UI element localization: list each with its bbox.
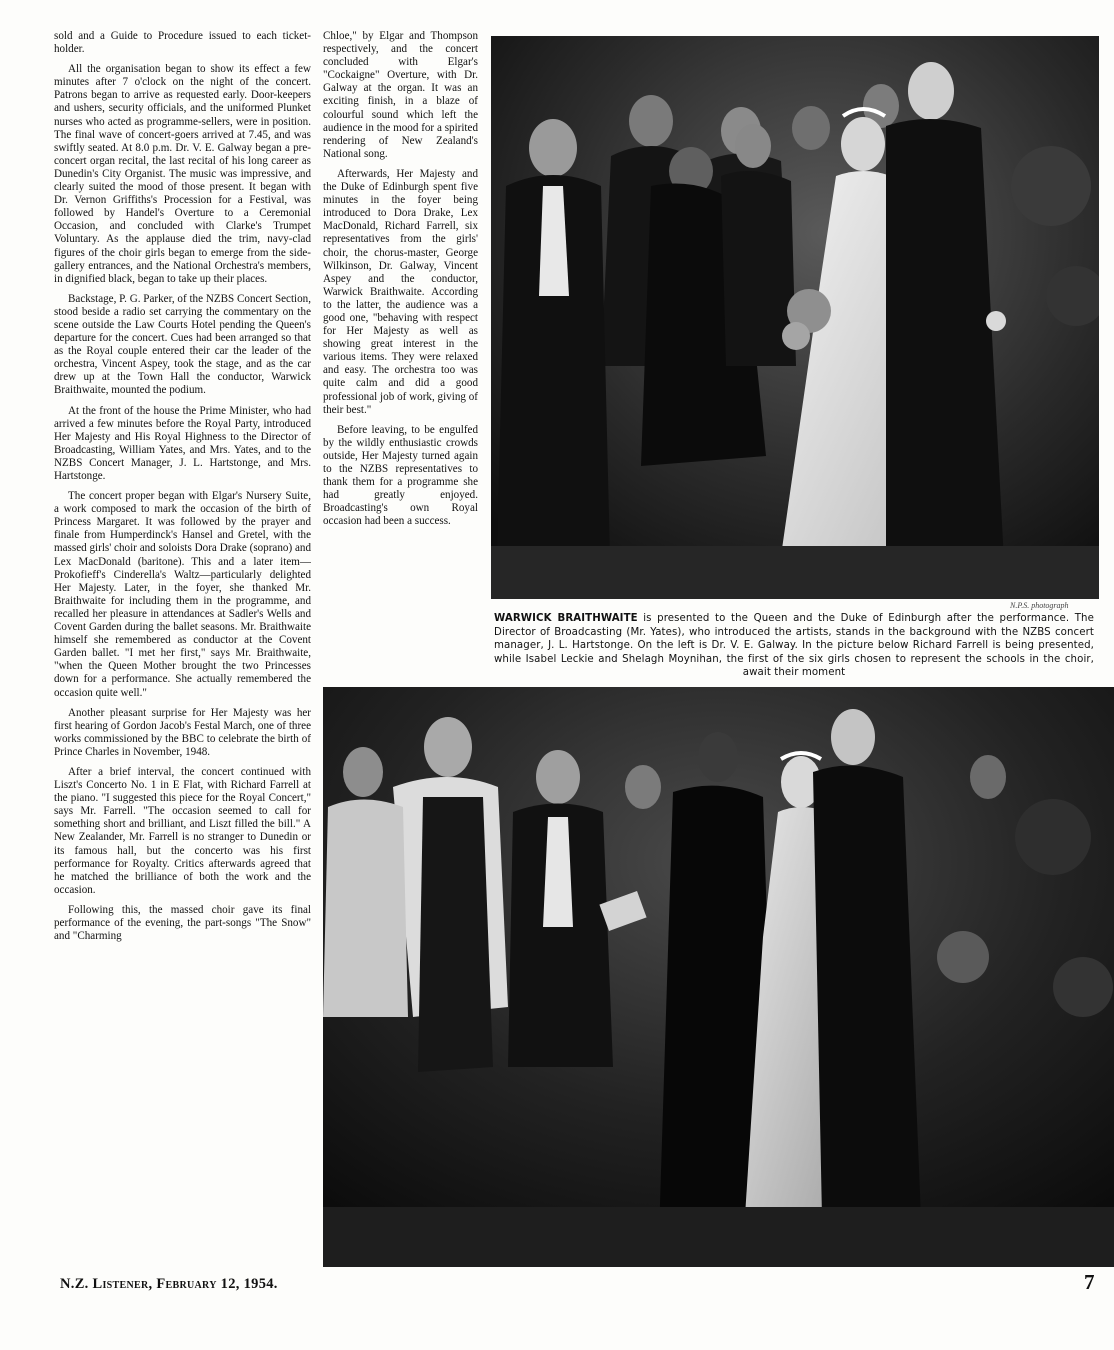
caption-lead: WARWICK BRAITHWAITE [494, 613, 638, 624]
paragraph: Backstage, P. G. Parker, of the NZBS Concert Section, stood beside a radio set carrying the commentary on the scene outside the Law Courts Hotel pending the Queen's departure for the concert. Cues had been arranged so that as the Royal couple entered their car the leader of the orchestra, Vincent Aspey, took the stage, and as the car drew up at the Town Hall the conductor, Warwick Braithwaite, mounted the podium. [54, 292, 311, 397]
paragraph: Afterwards, Her Majesty and the Duke of Edinburgh spent five minutes in the foyer being introduced to Dora Drake, Lex MacDonald, Richard Farrell, six representatives from the girls' choir, the chorus-master, George Wilkinson, Dr. Galway, Vincent Aspey and the conductor, Warwick Braithwaite. According to the latter, the audience was a good one, "behaving with respect for Her Majesty as well as showing great interest in the various items. They were relaxed and easy. The orchestra too was quite calm and did a good professional job of work, giving of their best." [323, 167, 478, 416]
paragraph: Another pleasant surprise for Her Majesty was her first hearing of Gordon Jacob's Festal March, one of three works commissioned by the BBC to celebrate the birth of Prince Charles in November, 1948. [54, 706, 311, 758]
article-column-1 [54, 30, 311, 1270]
photo-credit: N.P.S. photograph [1010, 601, 1069, 610]
caption-text: is presented to the Queen and the Duke of Edinburgh after the performance. The Director of Broadcasting (Mr. Yates), who introduced the artists, stands in the background with the NZBS concert manager, J. L. Hartstonge. On the left is Dr. V. E. Galway. In the picture below Richard Farrell is being presented, while Isabel Leckie and Shelagh Moynihan, the first of the six girls chosen to represent the schools in the choir, await their moment [494, 613, 1094, 679]
paragraph: All the organisation began to show its effect a few minutes after 7 o'clock on the night of the concert. Patrons began to arrive as requested early. Door-keepers and ushers, security officials, and the uniformed Plunket nurses who acted as programme-sellers, were in position. The final wave of concert-goers arrived at 7.45, and was swiftly seated. At 8.0 p.m. Dr. V. E. Galway began a pre-concert organ recital, the last recital of his long career as Dunedin's City Organist. The music was impressive, and clearly suited the mood of those present. It began with Dr. Vernon Griffiths's Procession for a Festival, was followed by Handel's Overture to a Ceremonial Occasion, and concluded with Clarke's Trumpet Voluntary. As the applause died the trim, navy-clad figures of the choir girls began to emerge from the side-gallery entrances, and the National Orchestra's members, in dignified black, began to take up their places. [54, 63, 311, 285]
photo-braithwaite-presented [491, 36, 1099, 599]
page-number: 7 [1084, 1270, 1095, 1294]
footer [60, 1276, 278, 1293]
photo-farrell-presented [323, 687, 1114, 1267]
paragraph: Before leaving, to be engulfed by the wildly enthusiastic crowds outside, Her Majesty turned again to the NZBS representatives to thank them for a programme she had greatly enjoyed. Broadcasting's own Royal occasion had been a success. [323, 423, 478, 528]
paragraph: The concert proper began with Elgar's Nursery Suite, a work composed to mark the occasion of the birth of Princess Margaret. It was followed by the prayer and finale from Humperdinck's Hansel and Gretel, with the massed girls' choir and soloists Dora Drake (soprano) and Lex MacDonald (baritone). This and a later item—Prokofieff's Cinderella's Waltz—particularly delighted Her Majesty. Later, in the foyer, she thanked Mr. Braithwaite for including them in the programme, and recalled her pleasure in attendances at Sadler's Wells and Covent Garden during the ballet seasons. Mr. Braithwaite himself she remembered as conductor at the Covent Garden ballet. "I met her first," says Mr. Braithwaite, "when the Queen Mother brought the two Princesses down for a performance. She actually remembered the occasion quite well." [54, 490, 311, 699]
paragraph: At the front of the house the Prime Minister, who had arrived a few minutes before the Royal Party, introduced Her Majesty and His Royal Highness to the Director of Broadcasting, William Yates, and Mrs. Yates, and to the NZBS Concert Manager, J. L. Hartstonge, and Mrs. Hartstonge. [54, 404, 311, 482]
paragraph: After a brief interval, the concert continued with Liszt's Concerto No. 1 in E Flat, with Richard Farrell at the piano. "I suggested this piece for the Royal Concert," says Mr. Farrell. "The occasion seemed to call for something short and brilliant, and Liszt filled the bill." A New Zealander, Mr. Farrell is no stranger to Dunedin or its famous hall, but the concerto was his first performance for Royalty. Critics afterwards agreed that he matched the brilliance of both the work and the occasion. [54, 765, 311, 896]
paragraph: Chloe," by Elgar and Thompson respectively, and the concert concluded with Elgar's "Cockaigne" Overture, with Dr. Galway at the organ. It was an exciting finish, in a blaze of colourful sound which left the audience in the mood for a spirited rendering of New Zealand's National song. [323, 30, 478, 160]
publication-name: N.Z. Listener, [60, 1276, 153, 1292]
issue-date: February 12, 1954. [156, 1276, 278, 1292]
paragraph: Following this, the massed choir gave its final performance of the evening, the part-songs "The Snow" and "Charming [54, 903, 311, 943]
photo-caption [494, 612, 1094, 680]
paragraph: sold and a Guide to Procedure issued to each ticket-holder. [54, 30, 311, 56]
article-column-2 [323, 30, 478, 680]
